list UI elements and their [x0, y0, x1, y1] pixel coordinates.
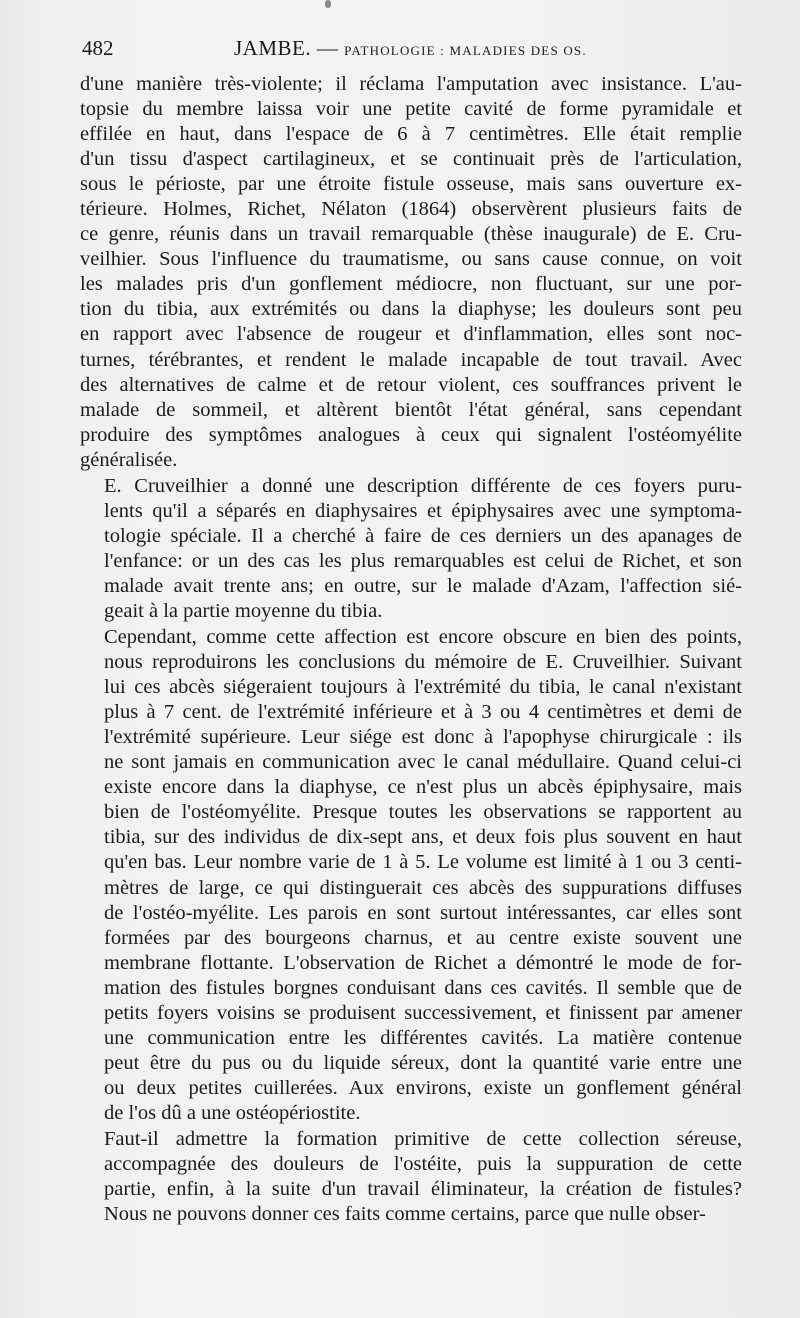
text-line: généralisée. [80, 448, 178, 471]
text-line: turnes, térébrantes, et rendent le malade incapable de tout travail. Avec [80, 348, 742, 371]
running-title-rest: PATHOLOGIE : MALADIES DES OS. [344, 43, 587, 58]
text-line: ne sont jamais en communication avec le canal médullaire. Quand celui-ci [104, 751, 742, 774]
text-line: Nous ne pouvons donner ces faits comme certains, parce que nulle obser- [104, 1203, 706, 1226]
text-line: tion du tibia, aux extrémités ou dans la diaphyse; les douleurs sont peu [80, 298, 742, 321]
text-line: d'un tissu d'aspect cartilagineux, et se continuait près de l'articulation, [80, 148, 742, 171]
text-line: malade de sommeil, et altèrent bientôt l'état général, sans cependant [80, 398, 742, 421]
paragraph [80, 1127, 742, 1227]
text-line: tologie spéciale. Il a cherché à faire de ces derniers un des apanages de [104, 524, 742, 547]
print-speck [325, 0, 331, 8]
text-line: veilhier. Sous l'influence du traumatisme, ou sans cause connue, on voit [80, 248, 742, 271]
text-line: les malades pris d'un gonflement médiocre, non fluctuant, sur une por- [80, 273, 742, 296]
text-line: plus à 7 cent. de l'extrémité inférieure et à 3 ou 4 centimètres et demi de [104, 701, 742, 724]
text-line: nous reproduirons les conclusions du mémoire de E. Cruveilhier. Suivant [104, 651, 742, 674]
text-line: ou deux petites cuillerées. Aux environs, existe un gonflement général [104, 1076, 742, 1099]
text-line: d'une manière très-violente; il réclama l'amputation avec insistance. L'au- [80, 73, 742, 95]
text-line: l'enfance: or un des cas les plus remarquables est celui de Richet, et son [104, 549, 742, 572]
text-line: mation des fistules borgnes conduisant dans ces cavités. Il semble que de [104, 976, 742, 999]
text-line: produire des symptômes analogues à ceux qui signalent l'ostéomyélite [80, 423, 742, 446]
running-title-sep: — [311, 36, 345, 60]
text-line: une communication entre les différentes cavités. La matière contenue [104, 1026, 742, 1049]
text-line: sous le périoste, par une étroite fistule osseuse, mais sans ouverture ex- [80, 173, 742, 196]
text-line: petits foyers voisins se produisent successivement, et finissent par amener [104, 1001, 742, 1024]
paragraph [80, 625, 742, 1126]
text-line: mètres de large, ce qui distinguerait ces abcès des suppurations diffuses [104, 876, 742, 899]
text-line: térieure. Holmes, Richet, Nélaton (1864) observèrent plusieurs faits de [80, 198, 742, 221]
text-line: E. Cruveilhier a donné une description différente de ces foyers puru- [104, 474, 742, 497]
text-line: peut être du pus ou du liquide séreux, dont la quantité varie entre une [104, 1051, 742, 1074]
running-title-main: JAMBE. [234, 36, 312, 60]
text-line: tibia, sur des individus de dix-sept ans, et deux fois plus souvent en haut [104, 826, 742, 849]
text-line: formées par des bourgeons charnus, et au centre existe souvent une [104, 926, 742, 949]
text-line: de l'ostéo-myélite. Les parois en sont surtout intéressantes, car elles sont [104, 901, 742, 924]
text-line: malade avait trente ans; en outre, sur le malade d'Azam, l'affection sié- [104, 574, 742, 597]
running-head [82, 36, 742, 62]
text-line: Cependant, comme cette affection est encore obscure en bien des points, [104, 626, 742, 649]
text-line: partie, enfin, à la suite d'un travail éliminateur, la création de fistules? [104, 1178, 742, 1201]
text-line: Faut-il admettre la formation primitive de cette collection séreuse, [104, 1127, 742, 1150]
paragraph [80, 474, 742, 624]
text-line: lents qu'il a séparés en diaphysaires et épiphysaires avec une symptoma- [104, 499, 742, 522]
running-title [234, 36, 587, 61]
page-number: 482 [82, 36, 114, 60]
text-line: en rapport avec l'absence de rougeur et d'inflammation, elles sont noc- [80, 323, 742, 346]
text-line: geait à la partie moyenne du tibia. [104, 599, 383, 622]
text-line: effilée en haut, dans l'espace de 6 à 7 centimètres. Elle était remplie [80, 123, 742, 146]
text-line: ce genre, réunis dans un travail remarquable (thèse inaugurale) de E. Cru- [80, 223, 742, 246]
body-text [80, 72, 742, 1227]
text-line: topsie du membre laissa voir une petite cavité de forme pyramidale et [80, 98, 742, 121]
text-line: lui ces abcès siégeraient toujours à l'extrémité du tibia, le canal n'existant [104, 676, 742, 699]
text-line: bien de l'ostéomyélite. Presque toutes les observations se rapportent au [104, 801, 742, 824]
text-line: membrane flottante. L'observation de Richet a démontré le mode de for- [104, 951, 742, 974]
text-line: l'extrémité supérieure. Leur siége est donc à l'apophyse chirurgicale : ils [104, 726, 742, 749]
paragraph [80, 72, 742, 473]
text-line: des alternatives de calme et de retour violent, ces souffrances privent le [80, 373, 742, 396]
text-line: existe encore dans la diaphyse, ce n'est plus un abcès épiphysaire, mais [104, 776, 742, 799]
text-line: qu'en bas. Leur nombre varie de 1 à 5. Le volume est limité à 1 ou 3 centi- [104, 851, 742, 874]
text-line: de l'os dû a une ostéopériostite. [104, 1101, 361, 1124]
text-line: accompagnée des douleurs de l'ostéite, puis la suppuration de cette [104, 1153, 742, 1176]
